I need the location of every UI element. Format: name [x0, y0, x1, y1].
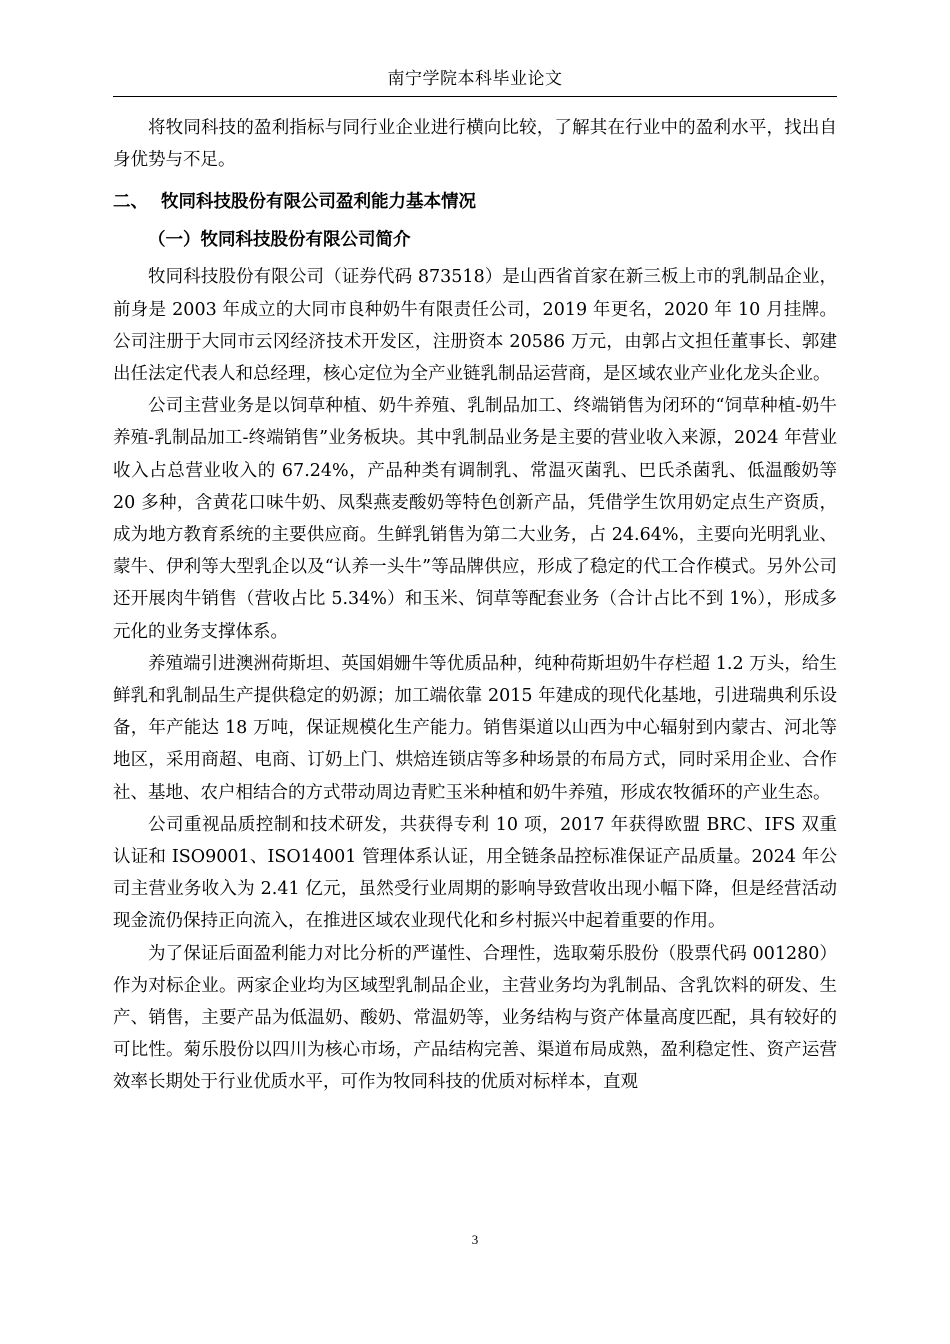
section-title: 牧同科技股份有限公司盈利能力基本情况: [161, 192, 476, 213]
paragraph: 养殖端引进澳洲荷斯坦、英国娟姗牛等优质品种，纯种荷斯坦奶牛存栏超 1.2 万头，给生鲜乳和乳制品生产提供稳定的奶源；加工端依靠 2015 年建成的现代化基地，引进瑞典利乐设备，年产能达 18 万吨，保证规模化生产能力。销售渠道以山西为中心辐射到内蒙古、河北等地区，采用商超、电商、订奶上门、烘焙连锁店等多种场景的布局方式，同时采用企业、合作社、基地、农户相结合的方式带动周边青贮玉米种植和奶牛养殖，形成农牧循环的产业生态。: [113, 653, 837, 803]
paragraph: 将牧同科技的盈利指标与同行业企业进行横向比较，了解其在行业中的盈利水平，找出自身优势与不足。: [113, 118, 837, 171]
section-heading: [113, 185, 837, 219]
page-number: 3: [471, 1232, 479, 1247]
header-title: 南宁学院本科毕业论文: [387, 69, 563, 89]
paragraph: 为了保证后面盈利能力对比分析的严谨性、合理性，选取菊乐股份（股票代码 001280）作为对标企业。两家企业均为区域型乳制品企业，主营业务均为乳制品、含乳饮料的研发、生产、销售，主要产品为低温奶、酸奶、常温奶等，业务结构与资产体量高度匹配，具有较好的可比性。菊乐股份以四川为核心市场，产品结构完善、渠道布局成熟，盈利稳定性、资产运营效率长期处于行业优质水平，可作为牧同科技的优质对标样本，直观: [113, 943, 837, 1093]
paragraph: 公司主营业务是以饲草种植、奶牛养殖、乳制品加工、终端销售为闭环的“饲草种植-奶牛养殖-乳制品加工-终端销售”业务板块。其中乳制品业务是主要的营业收入来源，2024 年营业收入占总营业收入的 67.24%，产品种类有调制乳、常温灭菌乳、巴氏杀菌乳、低温酸奶等 20 多种，含黄花口味牛奶、凤梨燕麦酸奶等特色创新产品，凭借学生饮用奶定点生产资质，成为地方教育系统的主要供应商。生鲜乳销售为第二大业务，占 24.64%，主要向光明乳业、蒙牛、伊利等大型乳企以及“认养一头牛”等品牌供应，形成了稳定的代工合作模式。另外公司还开展肉牛销售（营收占比 5.34%）和玉米、饲草等配套业务（合计占比不到 1%），形成多元化的业务支撑体系。: [113, 396, 837, 642]
section-number: 二、: [113, 192, 148, 213]
running-header: [113, 64, 837, 97]
page-body: [113, 112, 837, 1099]
subsection-heading: （一）牧同科技股份有限公司简介: [148, 230, 411, 251]
paragraph: 公司重视品质控制和技术研发，共获得专利 10 项，2017 年获得欧盟 BRC、IFS 双重认证和 ISO9001、ISO14001 管理体系认证，用全链条品控标准保证产品质量。2024 年公司主营业务收入为 2.41 亿元，虽然受行业周期的影响导致营收出现小幅下降，但是经营活动现金流仍保持正向流入，在推进区域农业现代化和乡村振兴中起着重要的作用。: [113, 814, 837, 932]
paragraph: 牧同科技股份有限公司（证券代码 873518）是山西省首家在新三板上市的乳制品企业，前身是 2003 年成立的大同市良种奶牛有限责任公司，2019 年更名，2020 年 10 月挂牌。公司注册于大同市云冈经济技术开发区，注册资本 20586 万元，由郭占文担任董事长、郭建出任法定代表人和总经理，核心定位为全产业链乳制品运营商，是区域农业产业化龙头企业。: [113, 267, 837, 385]
